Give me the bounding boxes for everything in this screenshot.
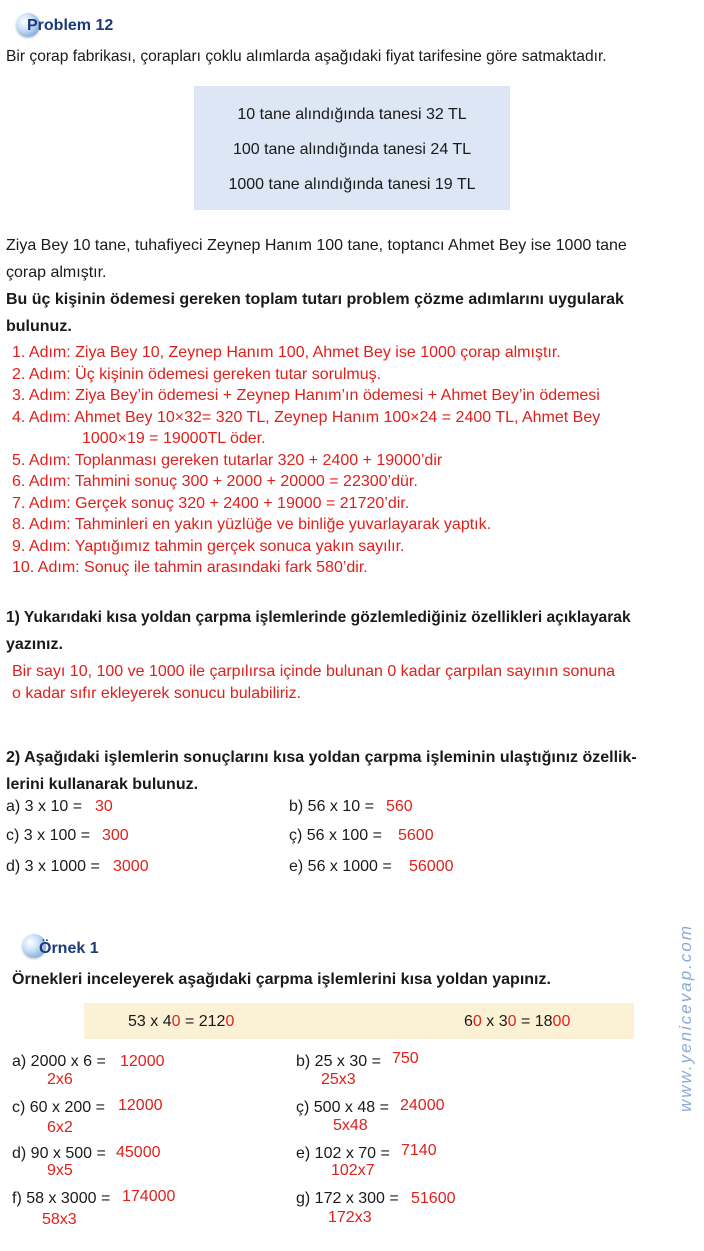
example-hint: 9x5 <box>47 1162 73 1179</box>
example-hint: 172x3 <box>328 1209 372 1226</box>
q2-expression: b) 56 x 10 = <box>289 798 374 815</box>
example-answer: 45000 <box>116 1144 161 1161</box>
q1-answer-line-2: o kadar sıfır ekleyerek sonucu bulabiliriz. <box>12 685 302 702</box>
solution-step: 5. Adım: Toplanması gereken tutarlar 320 + 2400 + 19000’dir <box>12 452 443 469</box>
question-line-1: Bu üç kişinin ödemesi gereken toplam tutarı problem çözme adımlarını uygularak <box>6 291 624 308</box>
example-hint: 58x3 <box>42 1211 77 1228</box>
example-hint: 25x3 <box>321 1071 356 1088</box>
example-hint: 2x6 <box>47 1071 73 1088</box>
example-equation-zero: 0 <box>225 1013 235 1030</box>
example-equation-zero: 0 <box>171 1013 181 1030</box>
example-equation-part: = 212 <box>180 1013 226 1030</box>
q2-answer: 5600 <box>398 827 434 844</box>
example-equation-1 <box>128 1013 234 1031</box>
example-equation-zero: 0 <box>472 1013 482 1030</box>
example-expression: d) 90 x 500 = <box>12 1145 106 1162</box>
price-table <box>194 86 510 210</box>
example-answer: 24000 <box>400 1097 445 1114</box>
example-equation-part: 53 x 4 <box>128 1013 172 1030</box>
solution-step: 4. Adım: Ahmet Bey 10×32= 320 TL, Zeynep Hanım 100×24 = 2400 TL, Ahmet Bey <box>12 409 601 426</box>
problem-badge-label: Problem 12 <box>27 17 114 34</box>
q2-expression: e) 56 x 1000 = <box>289 858 392 875</box>
q2-answer: 30 <box>95 798 113 815</box>
example-expression: ç) 500 x 48 = <box>296 1099 389 1116</box>
q1-line-1: 1) Yukarıdaki kısa yoldan çarpma işlemlerinde gözlemlediğiniz özellikleri açıklayarak <box>6 609 631 626</box>
solution-step: 3. Adım: Ziya Bey’in ödemesi + Zeynep Hanım’ın ödemesi + Ahmet Bey’in ödemesi <box>12 387 600 404</box>
solution-step: 9. Adım: Yaptığımız tahmin gerçek sonuca yakın sayılır. <box>12 538 405 555</box>
example-hint: 5x48 <box>333 1117 368 1134</box>
example-equation-2 <box>464 1013 570 1031</box>
q1-answer-line-1: Bir sayı 10, 100 ve 1000 ile çarpılırsa içinde bulunan 0 kadar çarpılan sayının sonuna <box>12 663 616 680</box>
example-equation-zero: 00 <box>552 1013 571 1030</box>
q1-line-2: yazınız. <box>6 636 63 653</box>
example-expression: e) 102 x 70 = <box>296 1145 390 1162</box>
q2-answer: 56000 <box>409 858 454 875</box>
example-box <box>84 1003 634 1039</box>
solution-step: 7. Adım: Gerçek sonuç 320 + 2400 + 19000 = 21720’dir. <box>12 495 410 512</box>
example-answer: 12000 <box>118 1097 163 1114</box>
q2-expression: d) 3 x 1000 = <box>6 858 100 875</box>
example-instruction: Örnekleri inceleyerek aşağıdaki çarpma işlemlerini kısa yoldan yapınız. <box>12 971 551 988</box>
example-answer: 7140 <box>401 1142 437 1159</box>
example-expression: f) 58 x 3000 = <box>12 1190 111 1207</box>
example-answer: 750 <box>392 1050 419 1067</box>
q2-answer: 560 <box>386 798 413 815</box>
example-equation-zero: 0 <box>507 1013 517 1030</box>
q2-expression: a) 3 x 10 = <box>6 798 83 815</box>
example-hint: 102x7 <box>331 1162 375 1179</box>
price-line: 100 tane alındığında tanesi 24 TL <box>232 141 472 158</box>
story-line-2: çorap almıştır. <box>6 264 107 281</box>
price-line: 10 tane alındığında tanesi 32 TL <box>237 106 467 123</box>
solution-step: 6. Adım: Tahmini sonuç 300 + 2000 + 20000 = 22300’dür. <box>12 473 418 490</box>
example-hint: 6x2 <box>47 1119 73 1136</box>
q2-answer: 3000 <box>113 858 149 875</box>
solution-step: 8. Adım: Tahminleri en yakın yüzlüğe ve binliğe yuvarlayarak yaptık. <box>12 516 492 533</box>
solution-step-continuation: 1000×19 = 19000TL öder. <box>82 430 266 447</box>
q2-expression: ç) 56 x 100 = <box>289 827 382 844</box>
example-expression: g) 172 x 300 = <box>296 1190 399 1207</box>
example-equation-part: = 18 <box>516 1013 553 1030</box>
example-expression: c) 60 x 200 = <box>12 1099 105 1116</box>
problem-intro: Bir çorap fabrikası, çorapları çoklu alımlarda aşağıdaki fiyat tarifesine göre satmaktadır. <box>6 48 607 65</box>
q2-line-2: lerini kullanarak bulunuz. <box>6 776 199 793</box>
example-answer: 12000 <box>120 1053 165 1070</box>
solution-step: 1. Adım: Ziya Bey 10, Zeynep Hanım 100, Ahmet Bey ise 1000 çorap almıştır. <box>12 344 561 361</box>
solution-step: 10. Adım: Sonuç ile tahmin arasındaki fark 580’dir. <box>12 559 368 576</box>
example-equation-part: x 3 <box>481 1013 508 1030</box>
solution-step: 2. Adım: Üç kişinin ödemesi gereken tutar sorulmuş. <box>12 366 382 383</box>
watermark: www.yenicevap.com <box>676 923 695 1112</box>
price-line: 1000 tane alındığında tanesi 19 TL <box>228 176 476 193</box>
example-expression: a) 2000 x 6 = <box>12 1053 106 1070</box>
q2-expression: c) 3 x 100 = <box>6 827 91 844</box>
example-answer: 51600 <box>411 1190 456 1207</box>
q2-answer: 300 <box>102 827 129 844</box>
question-line-2: bulunuz. <box>6 318 72 335</box>
example-expression: b) 25 x 30 = <box>296 1053 381 1070</box>
story-line-1: Ziya Bey 10 tane, tuhafiyeci Zeynep Hanım 100 tane, toptancı Ahmet Bey ise 1000 tane <box>6 237 627 254</box>
example-equation-part: 6 <box>464 1013 473 1030</box>
q2-line-1: 2) Aşağıdaki işlemlerin sonuçlarını kısa yoldan çarpma işleminin ulaştığınız özellik- <box>6 749 637 766</box>
example-badge-label: Örnek 1 <box>39 940 99 957</box>
example-answer: 174000 <box>122 1188 176 1205</box>
